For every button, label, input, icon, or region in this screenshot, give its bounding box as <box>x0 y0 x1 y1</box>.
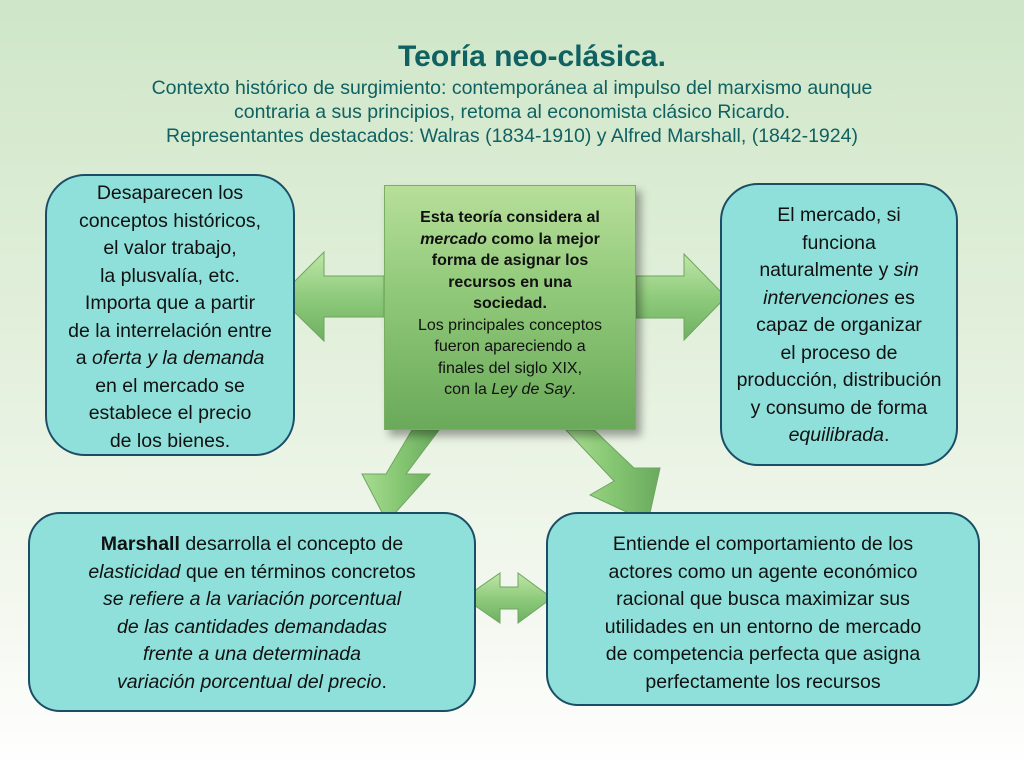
bottom-right-line: actores como un agente económico <box>608 560 918 583</box>
right-concept-box <box>720 183 958 466</box>
center-line: Los principales conceptos <box>417 316 603 334</box>
arrow-to-right-box <box>636 254 726 340</box>
right-line: producción, distribución <box>736 369 942 391</box>
right-line: funciona <box>802 231 876 254</box>
left-line: establece el precio <box>88 402 252 424</box>
right-line: y consumo de forma <box>750 396 928 419</box>
center-line: con la Ley de Say. <box>444 381 576 398</box>
bottom-right-line: Entiende el comportamiento de los <box>612 533 914 555</box>
bottom-left-line: elasticidad que en términos concretos <box>88 560 416 583</box>
header <box>0 38 1024 148</box>
center-line: sociedad. <box>473 295 547 312</box>
bottom-left-line: se refiere a la variación porcentual <box>102 588 402 610</box>
center-line: fueron apareciendo a <box>434 338 586 355</box>
double-arrow-bottom <box>464 573 552 623</box>
left-concept-box <box>45 174 295 456</box>
right-line: el proceso de <box>780 341 898 364</box>
left-line: conceptos históricos, <box>78 209 262 232</box>
center-line: mercado como la mejor <box>420 230 600 248</box>
left-line: la plusvalía, etc. <box>100 264 240 287</box>
arrow-to-bottom-right-box <box>566 430 660 522</box>
context-line-2: contraria a sus principios, retoma al economista clásico Ricardo. <box>234 101 790 123</box>
representatives-line: Representantes destacados: Walras (1834-1910) y Alfred Marshall, (1842-1924) <box>166 125 858 147</box>
bottom-right-line: de competencia perfecta que asigna <box>605 643 921 665</box>
central-concept-box <box>384 185 636 430</box>
left-line: el valor trabajo, <box>103 237 237 259</box>
center-line: recursos en una <box>448 273 572 291</box>
center-line: finales del siglo XIX, <box>437 359 583 377</box>
context-line-1: Contexto histórico de surgimiento: contemporánea al impulso del marxismo aunque <box>151 77 873 99</box>
bottom-right-line: utilidades en un entorno de mercado <box>604 615 922 638</box>
bottom-left-line: variación porcentual del precio. <box>117 670 387 693</box>
right-line: equilibrada. <box>788 424 890 446</box>
left-line: de los bienes. <box>109 429 231 452</box>
arrow-to-bottom-left-box <box>362 430 439 522</box>
right-line: naturalmente y sin <box>759 259 919 281</box>
center-line: forma de asignar los <box>431 252 589 269</box>
bottom-right-concept-box <box>546 512 980 706</box>
right-line: capaz de organizar <box>756 314 922 336</box>
left-line: Desaparecen los <box>96 182 244 204</box>
bottom-left-line: frente a una determinada <box>143 643 361 665</box>
left-line: Importa que a partir <box>84 292 256 314</box>
center-line: Esta teoría considera al <box>420 209 600 226</box>
right-line: intervenciones es <box>763 286 915 309</box>
left-line: a oferta y la demanda <box>75 347 265 369</box>
bottom-left-line: de las cantidades demandadas <box>117 615 387 638</box>
right-line: El mercado, si <box>777 204 901 226</box>
bottom-left-concept-box <box>28 512 476 712</box>
left-line: en el mercado se <box>95 374 245 397</box>
bottom-right-line: racional que busca maximizar sus <box>616 588 910 610</box>
bottom-left-line: Marshall desarrolla el concepto de <box>100 533 404 555</box>
left-line: de la interrelación entre <box>68 319 272 342</box>
page-title: Teoría neo-clásica. <box>398 40 666 73</box>
bottom-right-line: perfectamente los recursos <box>645 670 881 693</box>
